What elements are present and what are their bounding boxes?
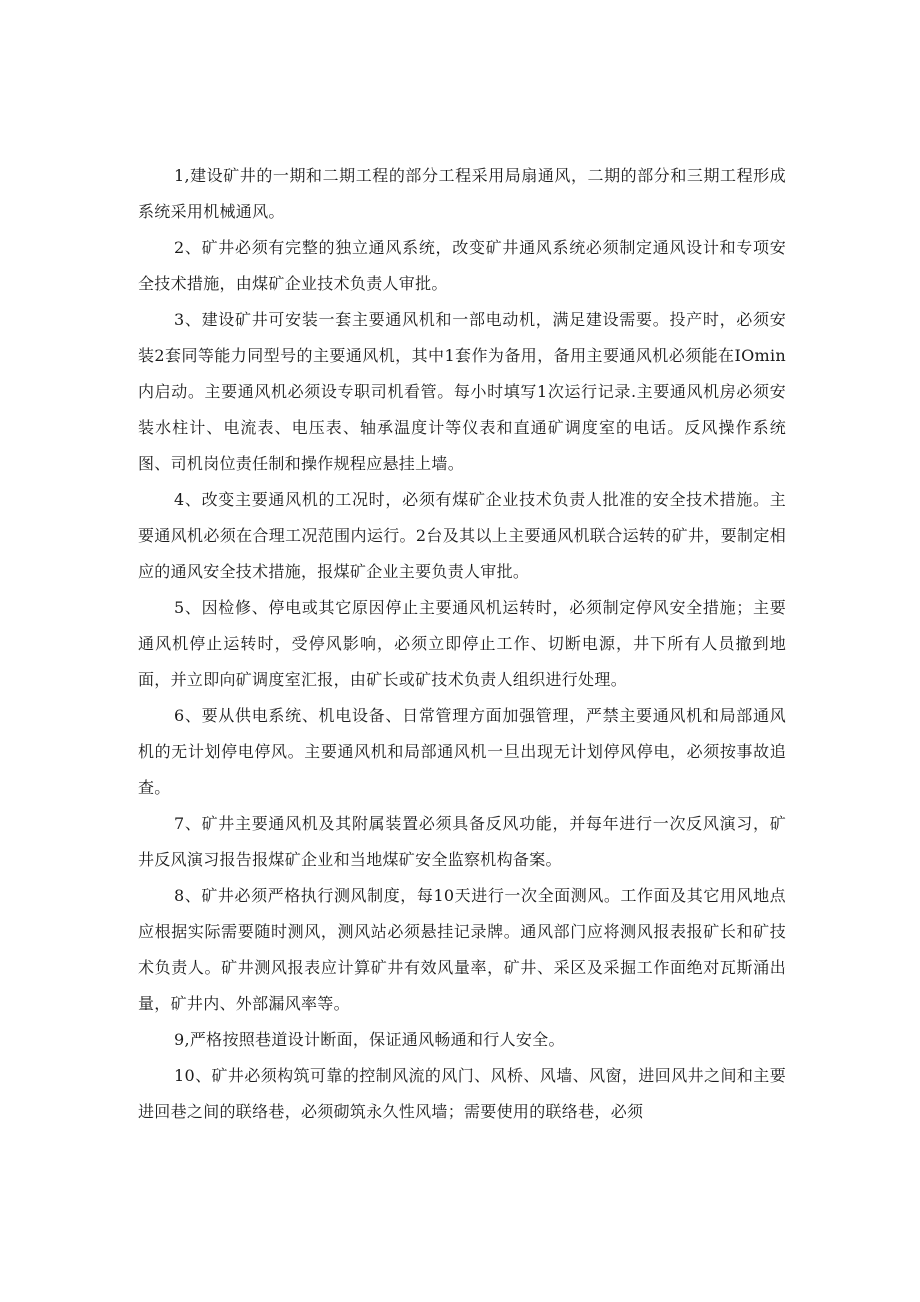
paragraph-8: 8、矿井必须严格执行测风制度，每10天进行一次全面测风。工作面及其它用风地点应根据实际需要随时测风，测风站必须悬挂记录牌。通风部门应将测风报表报矿长和矿技术负责人。矿井测风报表应计算矿井有效风量率，矿井、采区及采掘工作面绝对瓦斯涌出量，矿井内、外部漏风率等。 bbox=[138, 886, 786, 1013]
paragraph-5: 5、因检修、停电或其它原因停止主要通风机运转时，必须制定停风安全措施；主要通风机停止运转时，受停风影响，必须立即停止工作、切断电源，井下所有人员撤到地面，并立即向矿调度室汇报，由矿长或矿技术负责人组织进行处理。 bbox=[138, 598, 786, 689]
paragraph-10: 10、矿井必须构筑可靠的控制风流的风门、风桥、风墙、风窗，进回风井之间和主要进回巷之间的联络巷，必须砌筑永久性风墙；需要使用的联络巷，必须 bbox=[138, 1066, 786, 1121]
paragraph-2: 2、矿井必须有完整的独立通风系统，改变矿井通风系统必须制定通风设计和专项安全技术措施，由煤矿企业技术负责人审批。 bbox=[138, 238, 786, 293]
paragraph-7: 7、矿井主要通风机及其附属装置必须具备反风功能，并每年进行一次反风演习，矿井反风演习报告报煤矿企业和当地煤矿安全监察机构备案。 bbox=[138, 814, 786, 869]
paragraph-3: 3、建设矿井可安装一套主要通风机和一部电动机，满足建设需要。投产时，必须安装2套同等能力同型号的主要通风机，其中1套作为备用，备用主要通风机必须能在IOmin内启动。主要通风机必须设专职司机看管。每小时填写1次运行记录.主要通风机房必须安装水柱计、电流表、电压表、轴承温度计等仪表和直通矿调度室的电话。反风操作系统图、司机岗位责任制和操作规程应悬挂上墙。 bbox=[138, 310, 786, 473]
paragraph-4: 4、改变主要通风机的工况时，必须有煤矿企业技术负责人批准的安全技术措施。主要通风机必须在合理工况范围内运行。2台及其以上主要通风机联合运转的矿井，要制定相应的通风安全技术措施，报煤矿企业主要负责人审批。 bbox=[138, 490, 786, 581]
paragraph-1: 1,建设矿井的一期和二期工程的部分工程采用局扇通风，二期的部分和三期工程形成系统采用机械通风。 bbox=[138, 166, 786, 221]
document-body bbox=[138, 158, 786, 1130]
paragraph-9: 9,严格按照巷道设计断面，保证通风畅通和行人安全。 bbox=[174, 1030, 565, 1049]
paragraph-6: 6、要从供电系统、机电设备、日常管理方面加强管理，严禁主要通风机和局部通风机的无计划停电停风。主要通风机和局部通风机一旦出现无计划停风停电，必须按事故追查。 bbox=[138, 706, 786, 797]
